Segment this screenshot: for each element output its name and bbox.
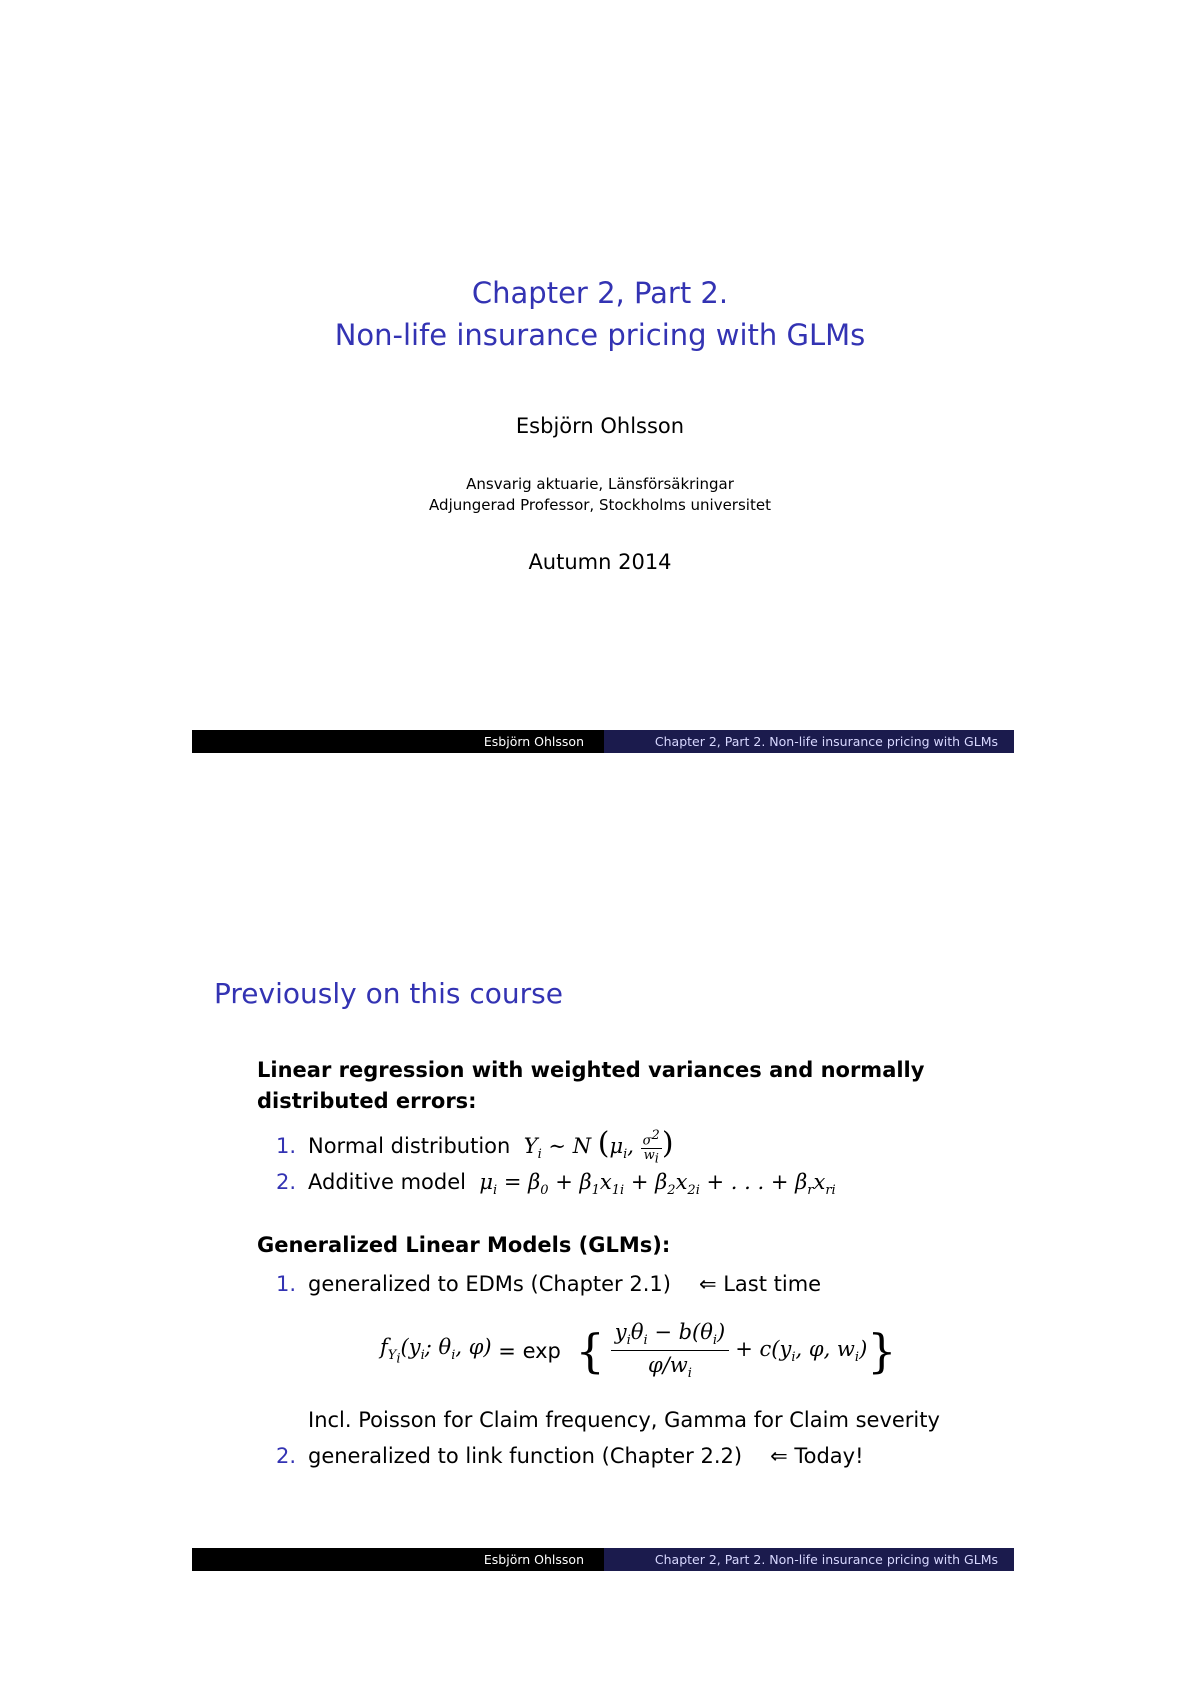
frame-title: Previously on this course [214,977,563,1010]
item-number: 1. [276,1272,297,1296]
edm-density-formula: $f_{Y_i}(y_i$; $\theta_i$, φ) = exp { $y_i\theta_i - b(\theta_i)$ $\varphi/w_i$ + $c(y_i$, φ, $w_i$) } [380,1320,897,1382]
affiliation-2: Adjungerad Professor, Stockholms universitet [429,496,771,514]
footer-author: Esbjörn Ohlsson [192,730,604,753]
footer-title-box [604,730,1014,753]
item-number: 2. [276,1170,297,1194]
item-text: Additive model [308,1170,466,1194]
incl-note: Incl. Poisson for Claim frequency, Gamma for Claim severity [308,1408,940,1432]
list-item [276,1126,674,1166]
item-text: generalized to EDMs (Chapter 2.1) [308,1272,671,1296]
footer-title-box [604,1548,1014,1571]
footer-title: Chapter 2, Part 2. Non-life insurance pricing with GLMs [654,1552,998,1567]
author-name: Esbjörn Ohlsson [515,414,685,438]
heading-linear-regression-line1: Linear regression with weighted variances and normally [257,1058,925,1082]
list-item [276,1170,836,1198]
title-line-2: Non-life insurance pricing with GLMs [334,318,866,352]
item-number: 2. [276,1444,297,1468]
footer-title: Chapter 2, Part 2. Non-life insurance pricing with GLMs [654,734,998,749]
footer-bar [192,730,1014,753]
affiliation-1: Ansvarig aktuarie, Länsförsäkringar [466,475,734,493]
heading-glms: Generalized Linear Models (GLMs): [257,1233,671,1257]
item-note: ⇐ Today! [770,1444,864,1468]
additive-model-formula: $\mu_i = \beta_0 + \beta_1x_{1i} + \beta_2x_{2i}$ + . . . + $\beta_rx_{ri}$ [472,1170,836,1199]
footer-author: Esbjörn Ohlsson [192,1548,604,1571]
date: Autumn 2014 [528,550,672,574]
item-text: generalized to link function (Chapter 2.2) [308,1444,743,1468]
list-item [276,1272,821,1296]
item-number: 1. [276,1134,297,1158]
item-text: Normal distribution [308,1134,511,1158]
list-item [276,1444,864,1468]
item-note: ⇐ Last time [698,1272,822,1296]
footer-bar [192,1548,1014,1571]
normal-distribution-formula: $Y_i$ ∼ N ($\mu_i$, $\frac{\sigma^2}{w_i}$ ) [517,1126,674,1167]
title-line-1: Chapter 2, Part 2. [471,276,729,310]
exp-label: exp [522,1338,561,1363]
heading-linear-regression-line2: distributed errors: [257,1089,477,1113]
